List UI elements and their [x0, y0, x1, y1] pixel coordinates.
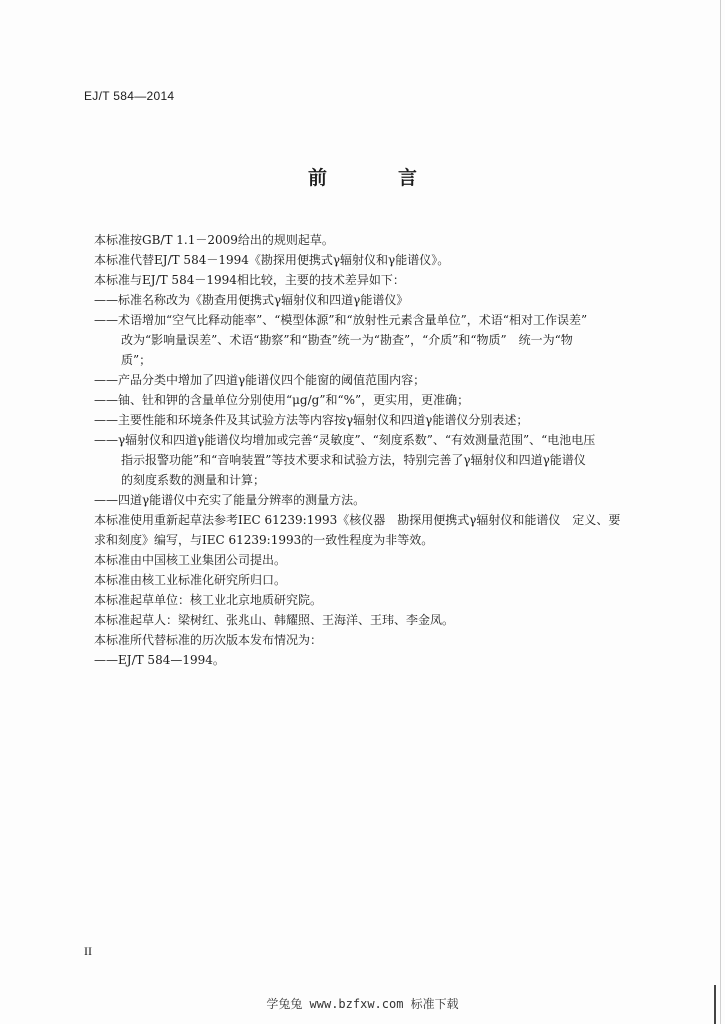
list-item-continuation: 指示报警功能”和“音响装置”等技术要求和试验方法，特别完善了γ辐射仪和四道γ能谱仪 [121, 453, 586, 467]
list-item-continuation: 改为“影响量误差”、术语“勘察”和“勘查”统一为“勘查”，“介质”和“物质” 统一为“物 [121, 333, 573, 347]
list-item-continuation: 的刻度系数的测量和计算； [121, 473, 266, 487]
body-line: 本标准代替EJ/T 584－1994《勘探用便携式γ辐射仪和γ能谱仪》。 [94, 253, 450, 267]
list-item: ——术语增加“空气比释动能率”、“模型体源”和“放射性元素含量单位”，术语“相对工作误差” [94, 313, 588, 327]
body-line-continuation: 求和刻度》编写，与IEC 61239:1993的一致性程度为非等效。 [94, 533, 434, 547]
list-item-continuation: 质”； [121, 353, 152, 367]
scan-edge-mark [714, 985, 716, 1024]
body-line: 本标准使用重新起草法参考IEC 61239:1993《核仪器 勘探用便携式γ辐射仪和能谱仪 定义、要 [94, 513, 621, 527]
page-title: 前 言 [307, 167, 443, 189]
list-item: ——铀、钍和钾的含量单位分别使用“μg/g”和“%”，更实用，更准确； [94, 393, 470, 407]
list-item: ——EJ/T 584—1994。 [94, 653, 225, 667]
body-line: 本标准由中国核工业集团公司提出。 [94, 553, 287, 567]
list-item: ——四道γ能谱仪中充实了能量分辨率的测量方法。 [94, 493, 366, 507]
scan-edge-line [720, 0, 721, 1024]
list-item: ——主要性能和环境条件及其试验方法等内容按γ辐射仪和四道γ能谱仪分别表述； [94, 413, 529, 427]
body-line: 本标准起草单位：核工业北京地质研究院。 [94, 593, 323, 607]
body-line: 本标准按GB/T 1.1－2009给出的规则起草。 [94, 233, 334, 247]
body-line: 本标准所代替标准的历次版本发布情况为： [94, 633, 323, 647]
body-line: 本标准由核工业标准化研究所归口。 [94, 573, 287, 587]
body-line: 本标准起草人：梁树红、张兆山、韩耀照、王海洋、王玮、李金凤。 [94, 613, 455, 627]
body-line: 本标准与EJ/T 584－1994相比较，主要的技术差异如下： [94, 273, 405, 287]
list-item: ——γ辐射仪和四道γ能谱仪均增加或完善“灵敏度”、“刻度系数”、“有效测量范围”、“电池电压 [94, 433, 596, 447]
document-code: EJ/T 584—2014 [84, 89, 175, 103]
list-item: ——产品分类中增加了四道γ能谱仪四个能窗的阈值范围内容； [94, 373, 426, 387]
list-item: ——标准名称改为《勘查用便携式γ辐射仪和四道γ能谱仪》 [94, 293, 409, 307]
watermark: 学兔兔 www.bzfxw.com 标准下载 [266, 997, 459, 1011]
page-number: II [84, 944, 92, 958]
